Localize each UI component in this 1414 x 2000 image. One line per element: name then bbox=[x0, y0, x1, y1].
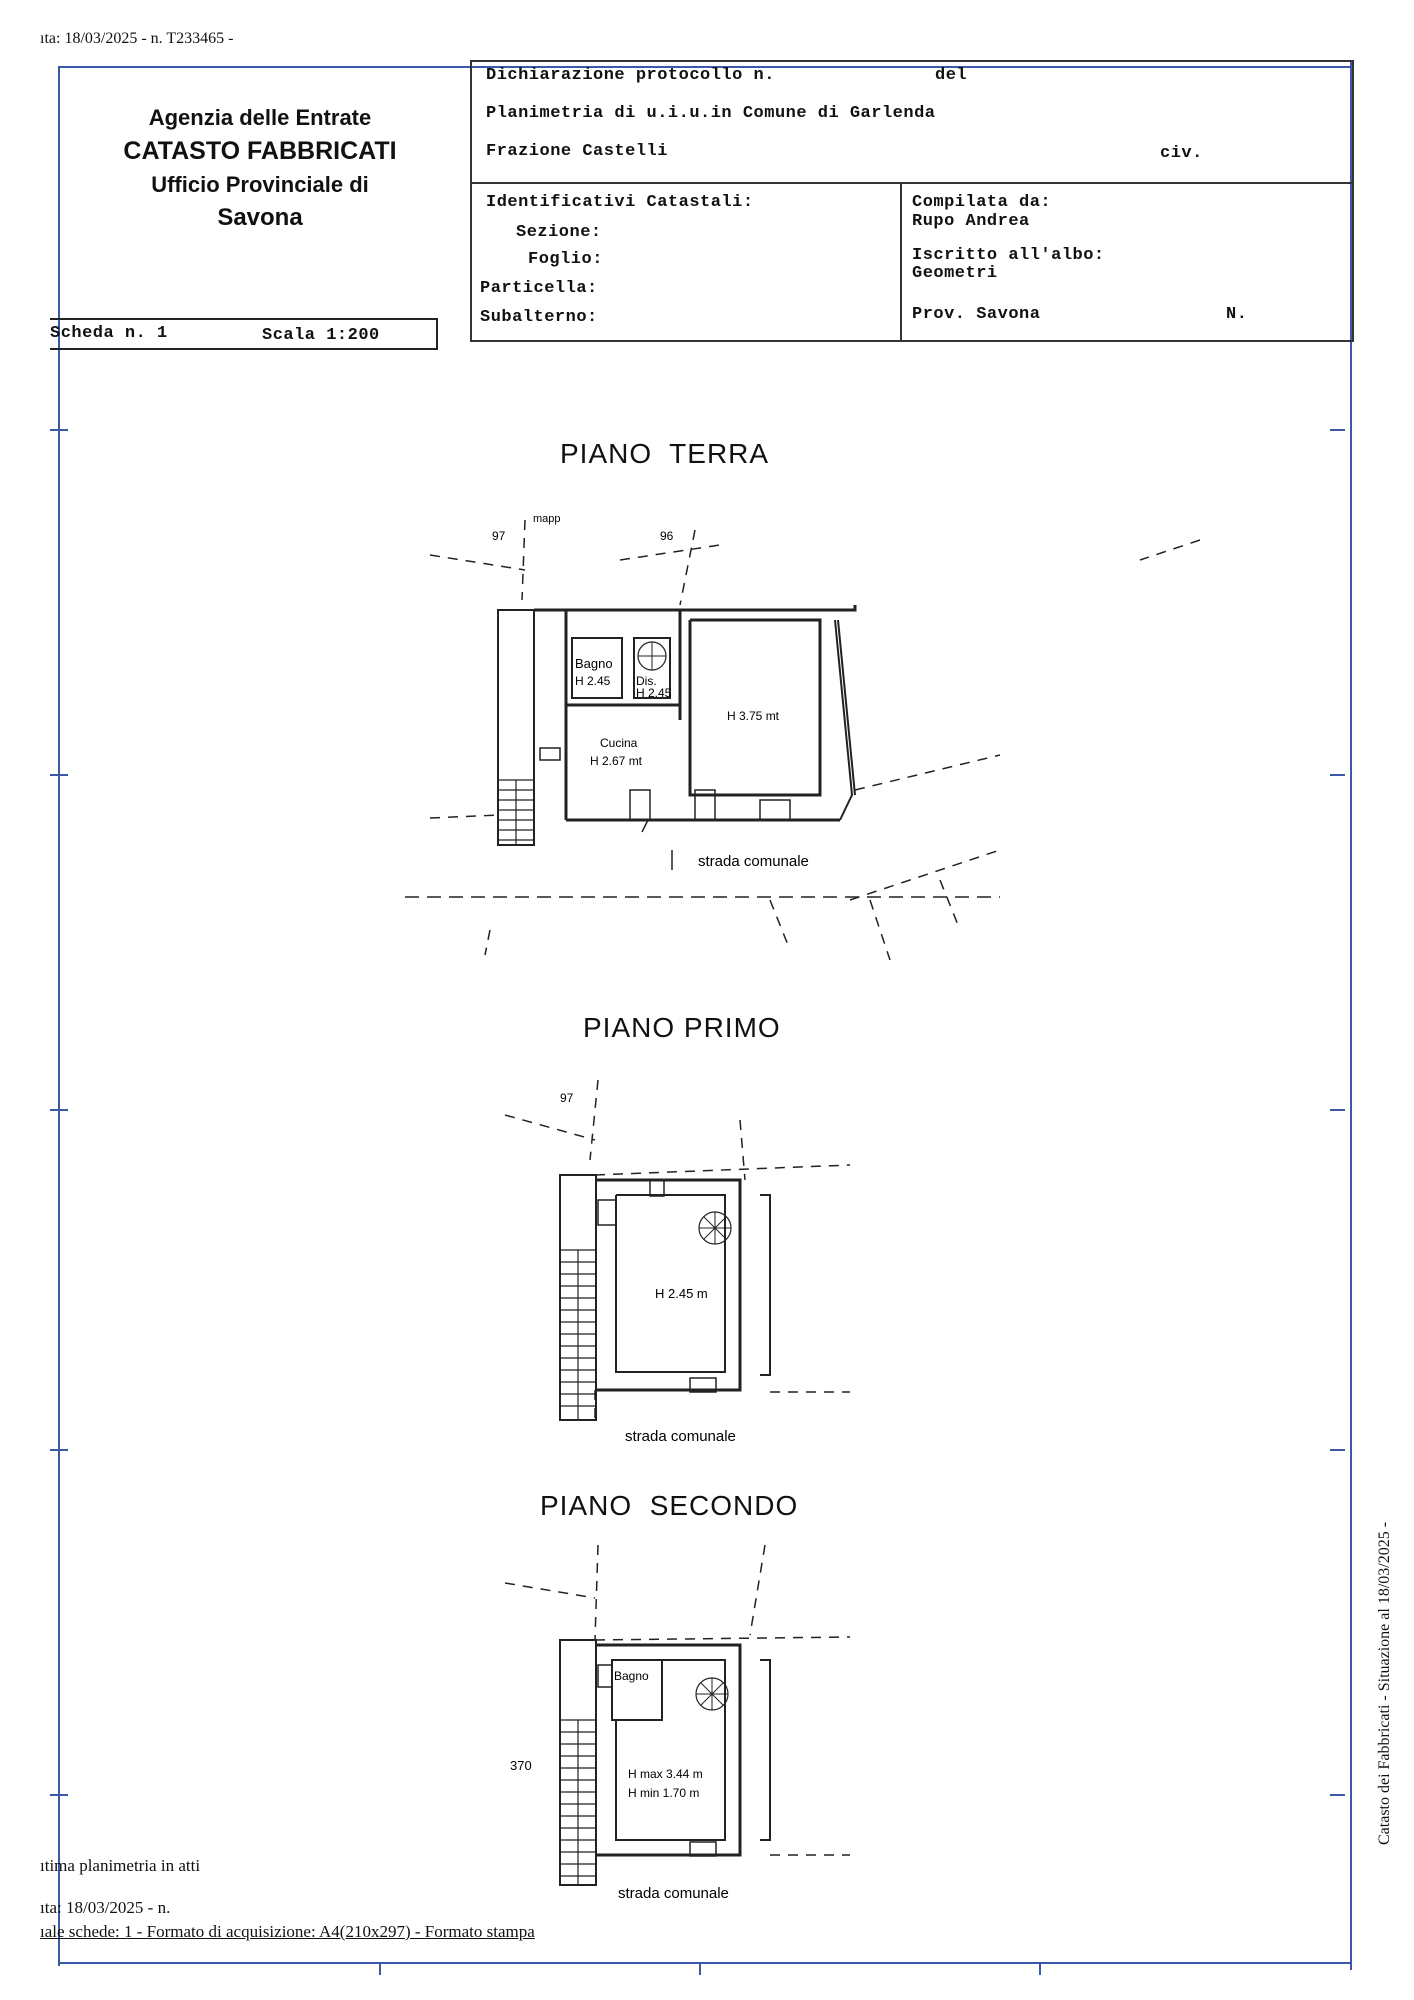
piano-primo-title: PIANO PRIMO bbox=[583, 1012, 781, 1043]
terra-bagno-label: Bagno bbox=[575, 656, 613, 671]
agency-city: Savona bbox=[217, 204, 303, 231]
albo-value: Geometri bbox=[912, 264, 998, 283]
terra-dis-label: Dis. bbox=[636, 674, 657, 688]
secondo-hmin: H min 1.70 m bbox=[628, 1786, 700, 1800]
agency-name: Agenzia delle Entrate bbox=[148, 105, 372, 130]
terra-cucina-height: H 2.67 mt bbox=[590, 754, 643, 768]
scheda-scale: Scala 1:200 bbox=[262, 326, 380, 345]
prov-label: Prov. Savona bbox=[912, 305, 1041, 324]
subalterno-label: Subalterno: bbox=[480, 308, 598, 327]
frazione-label: Frazione Castelli bbox=[486, 142, 668, 161]
terra-n96: 96 bbox=[660, 529, 674, 543]
compilatore-name: Rupo Andrea bbox=[912, 212, 1030, 231]
iscritto-label: Iscritto all'albo: bbox=[912, 246, 1105, 265]
side-situazione-text: Catasto dei Fabbricati - Situazione al 18/03/2025 - bbox=[1376, 1521, 1393, 1845]
secondo-strada-label: strada comunale bbox=[618, 1885, 729, 1902]
compilata-label: Compilata da: bbox=[912, 193, 1052, 212]
dichiarazione-label: Dichiarazione protocollo n. bbox=[486, 66, 775, 85]
terra-n97: 97 bbox=[492, 529, 506, 543]
plan-secondo bbox=[505, 1545, 850, 1885]
top-stamp: ıta: 18/03/2025 - n. T233465 - bbox=[40, 30, 234, 47]
foglio-label: Foglio: bbox=[528, 250, 603, 269]
terra-cucina-label: Cucina bbox=[600, 736, 638, 750]
agency-ufficio: Ufficio Provinciale di bbox=[151, 172, 369, 197]
sezione-label: Sezione: bbox=[516, 223, 602, 242]
civ-label: civ. bbox=[1160, 144, 1203, 163]
secondo-hmax: H max 3.44 m bbox=[628, 1767, 703, 1781]
plan-primo bbox=[505, 1080, 850, 1420]
terra-mapp: mapp bbox=[533, 513, 561, 525]
secondo-bagno-label: Bagno bbox=[614, 1669, 649, 1683]
terra-dis-height: H 2.45 bbox=[636, 686, 672, 700]
plan-terra bbox=[405, 520, 1200, 960]
particella-label: Particella: bbox=[480, 279, 598, 298]
del-label: del bbox=[935, 66, 968, 85]
agency-catasto: CATASTO FABBRICATI bbox=[123, 137, 397, 165]
primo-strada-label: strada comunale bbox=[625, 1428, 736, 1445]
identificativi-label: Identificativi Catastali: bbox=[486, 193, 754, 212]
primo-n97: 97 bbox=[560, 1091, 574, 1105]
footer-data: ıta: 18/03/2025 - n. bbox=[40, 1898, 171, 1917]
scheda-number: Scheda n. 1 bbox=[50, 324, 168, 343]
footer-totale-schede: ıale schede: 1 - Formato di acquisizione: A4(210x297) - Formato stampa bbox=[40, 1922, 535, 1941]
footer-ultima-planimetria: ıtima planimetria in atti bbox=[40, 1856, 201, 1875]
terra-strada-label: strada comunale bbox=[698, 853, 809, 870]
piano-secondo-title: PIANO SECONDO bbox=[540, 1490, 799, 1521]
terra-room-height: H 3.75 mt bbox=[727, 709, 780, 723]
piano-terra-title: PIANO TERRA bbox=[560, 438, 770, 469]
primo-room-height: H 2.45 m bbox=[655, 1286, 708, 1301]
secondo-n370: 370 bbox=[510, 1758, 532, 1773]
n-label: N. bbox=[1226, 305, 1248, 324]
terra-bagno-height: H 2.45 bbox=[575, 674, 611, 688]
planimetria-label: Planimetria di u.i.u.in Comune di Garlenda bbox=[486, 104, 936, 123]
